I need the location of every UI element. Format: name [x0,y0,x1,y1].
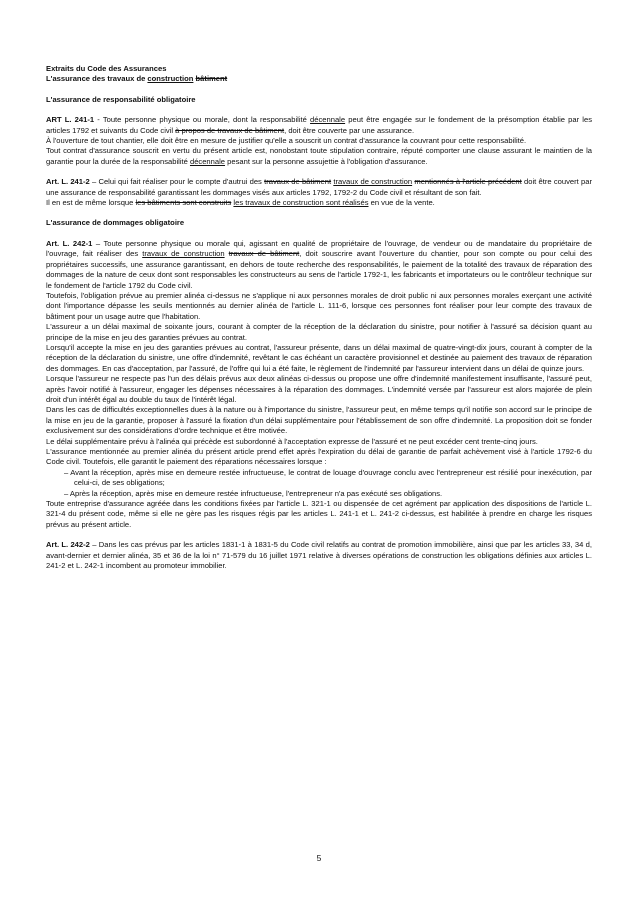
subtitle-inserted: construction [147,74,194,84]
document-subtitle [46,74,592,84]
article-241-2-para-2: Il en est de même lorsque les bâtiments sont construits les travaux de construction sont réalisés en vue de la vente. [46,198,435,208]
deleted-text: les bâtiments sont construits [135,198,232,208]
article-242-1-para-6: Dans les cas de difficultés exceptionnelles dues à la nature ou à l'importance du sinistre, l'assureur peut, en même temps qu'il notifie son accord sur le principe de la mise en jeu de la garantie, proposer à l'assuré la fixation d'un délai supplémentaire pour l'établissement de son offre d'indemnité. La proposition doit se fonder exclusivement sur des considérations d'ordre technique et être motivée. [46,405,592,436]
deleted-text: travaux de bâtiment [228,249,300,259]
article-241-1-para-2: À l'ouverture de tout chantier, elle doit être en mesure de justifier qu'elle a souscrit un contrat d'assurance la couvrant pour cette responsabilité. [46,136,527,146]
article-242-1-para-5: Lorsque l'assureur ne respecte pas l'un des délais prévus aux deux alinéas ci-dessus ou propose une offre d'indemnité manifestement insuffisante, l'assuré peut, après l'avoir notifié à l'assureur, engager les dépenses nécessaires à la réparation des dommages. L'indemnité versée par l'assureur est alors majorée de plein droit d'un intérêt égal au double du taux de l'intérêt légal. [46,374,592,404]
article-242-1-para-8: L'assurance mentionnée au premier alinéa du présent article prend effet après l'expiration du délai de garantie de parfait achèvement visé à l'article 1792-6 du Code civil. Toutefois, elle garantit le paiement des réparations nécessaires lorsque : [46,447,592,467]
inserted-text: décennale [189,156,226,166]
article-242-1-para-2: Toutefois, l'obligation prévue au premier alinéa ci-dessus ne s'applique ni aux personnes morales de droit public ni aux personnes morales exerçant une activité dont l'importance dépasse les seuils mentionnés au dernier alinéa de l'article L. 111-6, lorsque ces personnes font réaliser pour leur compte des travaux de bâtiment pour un usage autre que l'habitation. [46,290,592,321]
article-242-1-para-4: Lorsqu'il accepte la mise en jeu des garanties prévues au contrat, l'assureur présente, dans un délai maximal de quatre-vingt-dix jours, courant à compter de la réception de la déclaration du sinistre, une offre d'indemnité, revêtant le cas échéant un caractère provisionnel et destinée au paiement des travaux de réparation des dommages. En cas d'acceptation, par l'assuré, de l'offre qui lui a été faite, le règlement de l'indemnité par l'assureur intervient dans un délai de quinze jours. [46,342,592,373]
deleted-text: à propos de travaux de bâtiment [175,125,285,135]
article-ref: ART L. 241-1 [46,115,95,125]
inserted-text: décennale [310,115,346,125]
article-ref: Art. L. 241-2 [46,177,90,187]
inserted-text: les travaux de construction sont réalisés [233,198,369,208]
article-242-1-para-1: Art. L. 242-1 – Toute personne physique ou morale qui, agissant en qualité de propriétaire de l'ouvrage, de vendeur ou de mandataire du propriétaire de l'ouvrage, fait réaliser des travaux de construction travaux de bâtiment, doit souscrire avant l'ouverture du chantier, pour son compte ou pour celui des propriétaires successifs, une assurance garantissant, en dehors de toute recherche des responsabilités, le paiement de la totalité des travaux de réparation des dommages de la nature de ceux dont sont responsables les constructeurs au sens de l'article 1792-1, les fabricants et importateurs ou le contrôleur technique sur le fondement de l'article 1792 du Code civil. [46,238,592,290]
section-heading-responsabilite: L'assurance de responsabilité obligatoire [46,94,196,104]
list-item: – Avant la réception, après mise en demeure restée infructueuse, le contrat de louage d'ouvrage conclu avec l'entrepreneur est résilié pour inexécution, par celui-ci, de ses obligations; [64,467,592,488]
article-241-1-para-1: ART L. 241-1 - Toute personne physique ou morale, dont la responsabilité décennale peut être engagée sur le fondement de la présomption établie par les articles 1792 et suivants du Code civil à propos de travaux de bâtiment, doit être couverte par une assurance. [46,115,592,135]
subtitle-prefix: L'assurance des travaux de [46,74,148,84]
inserted-text: travaux de construction [142,249,225,259]
article-242-1-para-7: Le délai supplémentaire prévu à l'alinéa qui précède est subordonné à l'acceptation expresse de l'assuré et ne peut excéder cent trente-cinq jours. [46,436,538,446]
inserted-text: travaux de construction [333,177,413,187]
document-title: Extraits du Code des Assurances [46,64,167,73]
deleted-text: travaux de bâtiment [264,177,332,187]
list-item: – Après la réception, après mise en demeure restée infructueuse, l'entrepreneur n'a pas exécuté ses obligations. [64,488,443,498]
article-241-2-para-1: Art. L. 241-2 – Celui qui fait réaliser pour le compte d'autrui des travaux de bâtiment travaux de construction mentionnés à l'article précédent doit être couvert par une assurance de responsabilité garantissant les dommages visés aux articles 1792, 1792-2 du Code civil et résultant de son fait. [46,177,592,197]
article-241-1-para-3: Tout contrat d'assurance souscrit en vertu du présent article est, nonobstant toute stipulation contraire, réputé comporter une clause assurant le maintien de la garantie pour la durée de la responsabilité décennale pesant sur la personne assujettie à l'obligation d'assurance. [46,146,592,166]
article-242-1-para-3: L'assureur a un délai maximal de soixante jours, courant à compter de la réception de la déclaration du sinistre, pour notifier à l'assuré sa décision quant au principe de la mise en jeu des garanties prévues au contrat. [46,322,592,342]
section-heading-dommages: L'assurance de dommages obligatoire [46,218,185,228]
page-number: 5 [316,853,322,863]
article-ref: Art. L. 242-2 [46,540,90,550]
article-242-1-para-9: Toute entreprise d'assurance agréée dans les conditions fixées par l'article L. 321-1 ou dispensée de cet agrément par application des dispositions de l'article L. 321-4 du présent code, même si elle ne gère pas les risques régis par les articles L. 241-1 et L. 241-2 ci-dessus, est habilitée à prendre en charge les risques prévus au présent article. [46,499,592,529]
article-242-2-para-1: Art. L. 242-2 – Dans les cas prévus par les articles 1831-1 à 1831-5 du Code civil relatifs au contrat de promotion immobilière, ainsi que par les articles 33, 34 d, avant-dernier et dernier alinéa, 35 et 36 de la loi n° 71-579 du 16 juillet 1971 relative à diverses opérations de construction les obligations définies aux articles L. 241-2 et L. 242-1 incombent au promoteur immobilier. [46,540,593,571]
document-body [46,64,592,571]
deleted-text: mentionnés à l'article précédent [414,177,522,187]
article-ref: Art. L. 242-1 [46,238,93,248]
subtitle-deleted: bâtiment [195,74,228,84]
